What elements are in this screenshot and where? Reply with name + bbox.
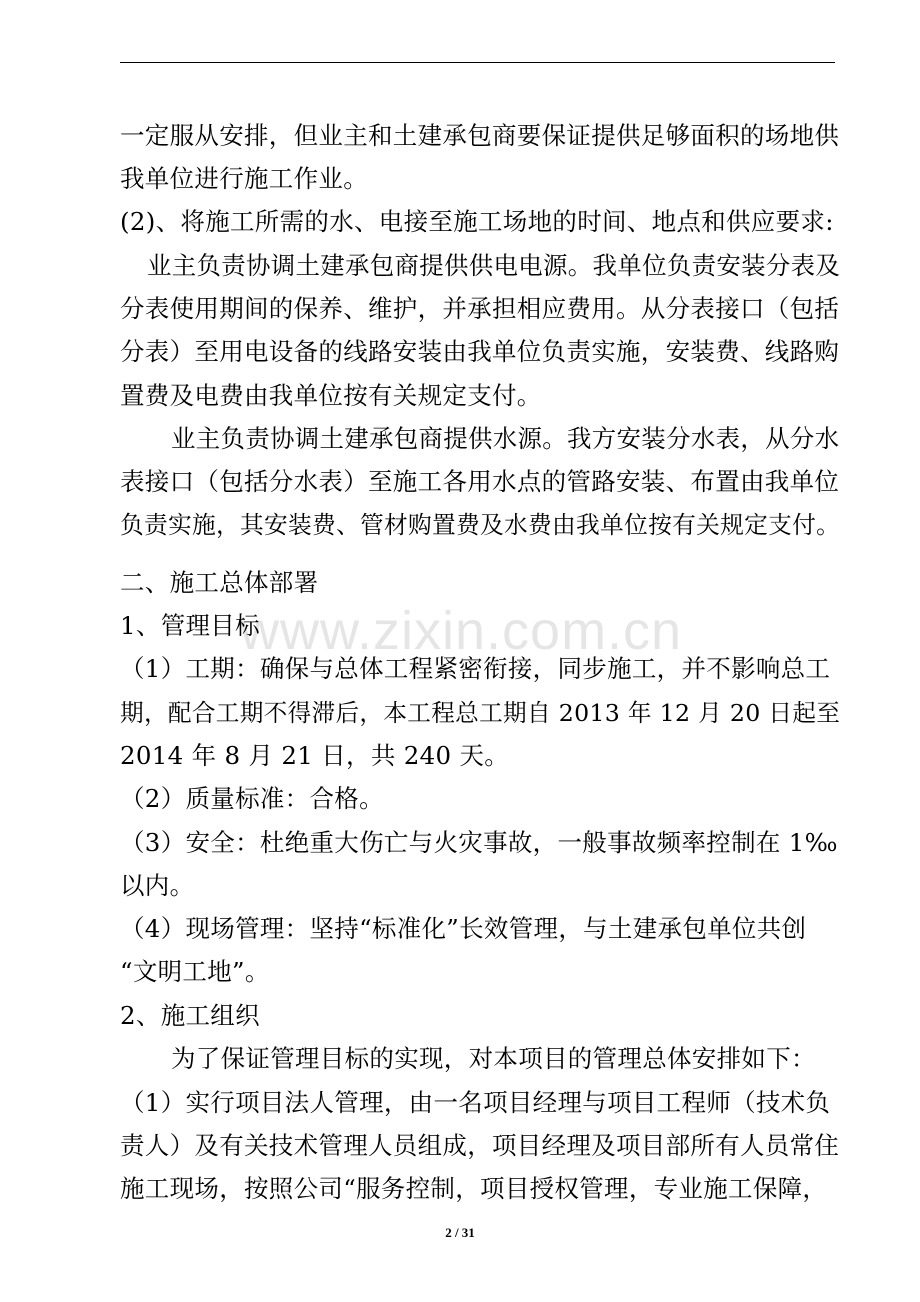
text-line: （1）工期：确保与总体工程紧密衔接，同步施工，并不影响总工 xyxy=(120,654,831,683)
text-line: 分表使用期间的保养、维护，并承担相应费用。从分表接口（包括 xyxy=(120,294,840,323)
text-line: （4）现场管理：坚持“标准化”长效管理，与土建承包单位共创 xyxy=(120,914,807,943)
header-rule xyxy=(120,62,835,63)
text-line: 期，配合工期不得滞后，本工程总工期自 2013 年 12 月 20 日起至 xyxy=(120,699,841,727)
watermark: www.zixin.com.cn xyxy=(240,601,683,661)
text-line: 我单位进行施工作业。 xyxy=(120,164,368,193)
text-line: 业主负责协调土建承包商提供供电电源。我单位负责安装分表及 xyxy=(147,251,841,280)
text-line: 2014 年 8 月 21 日，共 240 天。 xyxy=(120,741,510,770)
text-line: 置费及电费由我单位按有关规定支付。 xyxy=(120,381,542,410)
subsection-heading: 1、管理目标 xyxy=(120,611,260,640)
subsection-heading: 2、施工组织 xyxy=(120,1001,260,1030)
text-line: 业主负责协调土建承包商提供水源。我方安装分水表，从分水 xyxy=(171,424,840,453)
text-line: 以内。 xyxy=(120,871,195,900)
text-line: （2）质量标准：合格。 xyxy=(120,784,384,813)
text-line: 为了保证管理目标的实现，对本项目的管理总体安排如下： xyxy=(171,1044,816,1073)
text-line: 责人）及有关技术管理人员组成，项目经理及项目部所有人员常住 xyxy=(120,1131,840,1160)
text-line: （1）实行项目法人管理，由一名项目经理与项目工程师（技术负 xyxy=(120,1088,831,1117)
text-line: 分表）至用电设备的线路安装由我单位负责实施，安装费、线路购 xyxy=(120,337,840,366)
text-line: 表接口（包括分水表）至施工各用水点的管路安装、布置由我单位 xyxy=(120,467,840,496)
text-line: （3）安全：杜绝重大伤亡与火灾事故，一般事故频率控制在 1‰ xyxy=(120,828,838,857)
text-line: (2)、将施工所需的水、电接至施工场地的时间、地点和供应要求: xyxy=(120,207,834,236)
page-number: 2 / 31 xyxy=(445,1225,475,1240)
text-line: 施工现场，按照公司“服务控制，项目授权管理，专业施工保障， xyxy=(120,1174,828,1203)
text-line: 负责实施，其安装费、管材购置费及水费由我单位按有关规定支付。 xyxy=(120,511,841,539)
text-line: 一定服从安排，但业主和土建承包商要保证提供足够面积的场地供 xyxy=(120,121,840,150)
text-line: “文明工地”。 xyxy=(120,957,270,986)
section-heading: 二、施工总体部署 xyxy=(120,568,319,597)
